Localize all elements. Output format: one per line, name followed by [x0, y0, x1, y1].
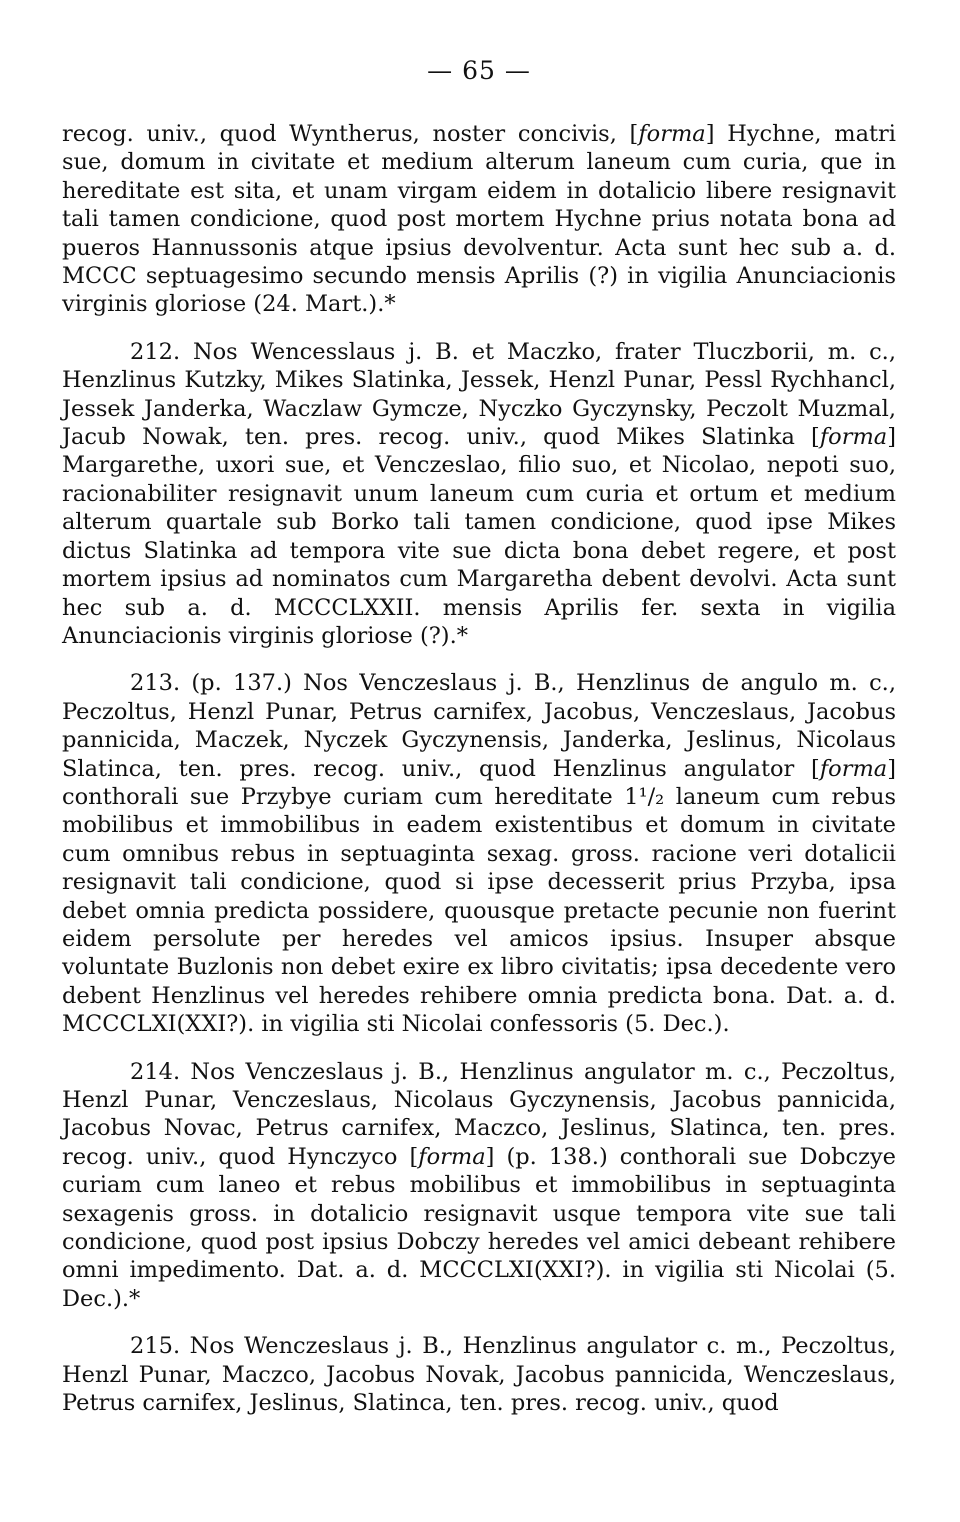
paragraph-text: recog. univ., quod Wyntherus, noster concivis, [ [62, 121, 639, 147]
forma-placeholder: forma [638, 121, 706, 147]
paragraph-text: ] Margarethe, uxori sue, et Venczeslao, filio suo, et Nicolao, nepoti suo, racionabiliter resignavit unum laneum cum curia et ortum et medium alterum quartale sub Borko tali tamen condicione, quod ipse Mikes dictus Slatinka ad tempora vite sue dicta bona debet regere, et post mortem ipsius ad nominatos cum Margaretha debent devolvi. Acta sunt hec sub a. d. MCCCLXXII. mensis Aprilis fer. sexta in vigilia Anunciacionis virginis gloriose (?).* [62, 424, 896, 649]
paragraph-text: ] conthorali sue Przybye curiam cum hereditate 1¹/₂ laneum cum rebus mobilibus et immobilibus in eadem existentibus et domum in civitate cum omnibus rebus in septuaginta sexag. gross. racione veri dotalicii resignavit tali condicione, quod si ipse decesserit prius Przyba, ipsa debet omnia predicta possidere, quousque pretacte pecunie non fuerint eidem persolute per heredes vel amicos ipsius. Insuper absque voluntate Buzlonis non debet exire ex libro civitatis; ipsa decedente vero debent Henzlinus vel heredes rehibere omnia predicta bona. Dat. a. d. MCCCLXI(XXI?). in vigilia sti Nicolai confessoris (5. Dec.). [62, 755, 896, 1038]
paragraph-entry-215 [62, 1332, 896, 1417]
forma-placeholder: forma [418, 1143, 486, 1170]
paragraph-text: 212. Nos Wencesslaus j. B. et Maczko, frater Tluczborii, m. c., Henzlinus Kutzky, Mikes Slatinka, Jessek, Henzl Punar, Pessl Rychhancl, Jessek Janderka, Waczlaw Gymcze, Nyczko Gyczynsky, Peczolt Muzmal, Jacub Nowak, ten. pres. recog. univ., quod Mikes Slatinka [ [62, 338, 896, 451]
paragraph-text: 215. Nos Wenczeslaus j. B., Henzlinus angulator c. m., Peczoltus, Henzl Punar, Maczco, Jacobus Novak, Jacobus pannicida, Wenczeslaus, Petrus carnifex, Jeslinus, Slatinca, ten. pres. recog. univ., quod [62, 1333, 896, 1417]
forma-placeholder: forma [819, 424, 888, 451]
paragraph-entry-213 [62, 669, 896, 1038]
document-page [62, 54, 896, 1417]
paragraph-text: ] (p. 138.) conthorali sue Dobczye curiam cum laneo et rebus mobilibus et immobilibus in septuaginta sexagenis gross. in dotalicio resignavit usque tempora vite sue tali condicione, quod post ipsius Dobczy heredes vel amici debeant rehibere omni impedimento. Dat. a. d. MCCCLXI(XXI?). in vigilia sti Nicolai (5. Dec.).* [62, 1143, 896, 1312]
paragraph-continuation-211 [62, 120, 896, 319]
paragraph-text: 213. (p. 137.) Nos Venczeslaus j. B., Henzlinus de angulo m. c., Peczoltus, Henzl Punar, Petrus carnifex, Jacobus, Venczeslaus, Jacobus pannicida, Maczek, Nyczek Gyczynensis, Janderka, Jeslinus, Nicolaus Slatinca, ten. pres. recog. univ., quod Henzlinus angulator [ [62, 670, 896, 782]
forma-placeholder: forma [819, 755, 888, 782]
paragraph-text: 214. Nos Venczeslaus j. B., Henzlinus angulator m. c., Peczoltus, Henzl Punar, Venczeslaus, Nicolaus Gyczynensis, Jacobus pannicida, Jacobus Novac, Petrus carnifex, Maczco, Jeslinus, Slatinca, ten. pres. recog. univ., quod Hynczyco [ [62, 1058, 896, 1170]
paragraph-text: ] Hychne, matri sue, domum in civitate et medium alterum laneum cum curia, que in hereditate est sita, et unam virgam eidem in dotalicio libere resignavit tali tamen condicione, quod post mortem Hychne prius notata bona ad pueros Hannussonis atque ipsius devolventur. Acta sunt hec sub a. d. MCCC septuagesimo secundo mensis Aprilis (?) in vigilia Anunciacionis virginis gloriose (24. Mart.).* [62, 121, 896, 318]
page-number: — 65 — [427, 56, 531, 85]
paragraph-entry-214 [62, 1058, 896, 1314]
paragraph-entry-212 [62, 338, 896, 650]
